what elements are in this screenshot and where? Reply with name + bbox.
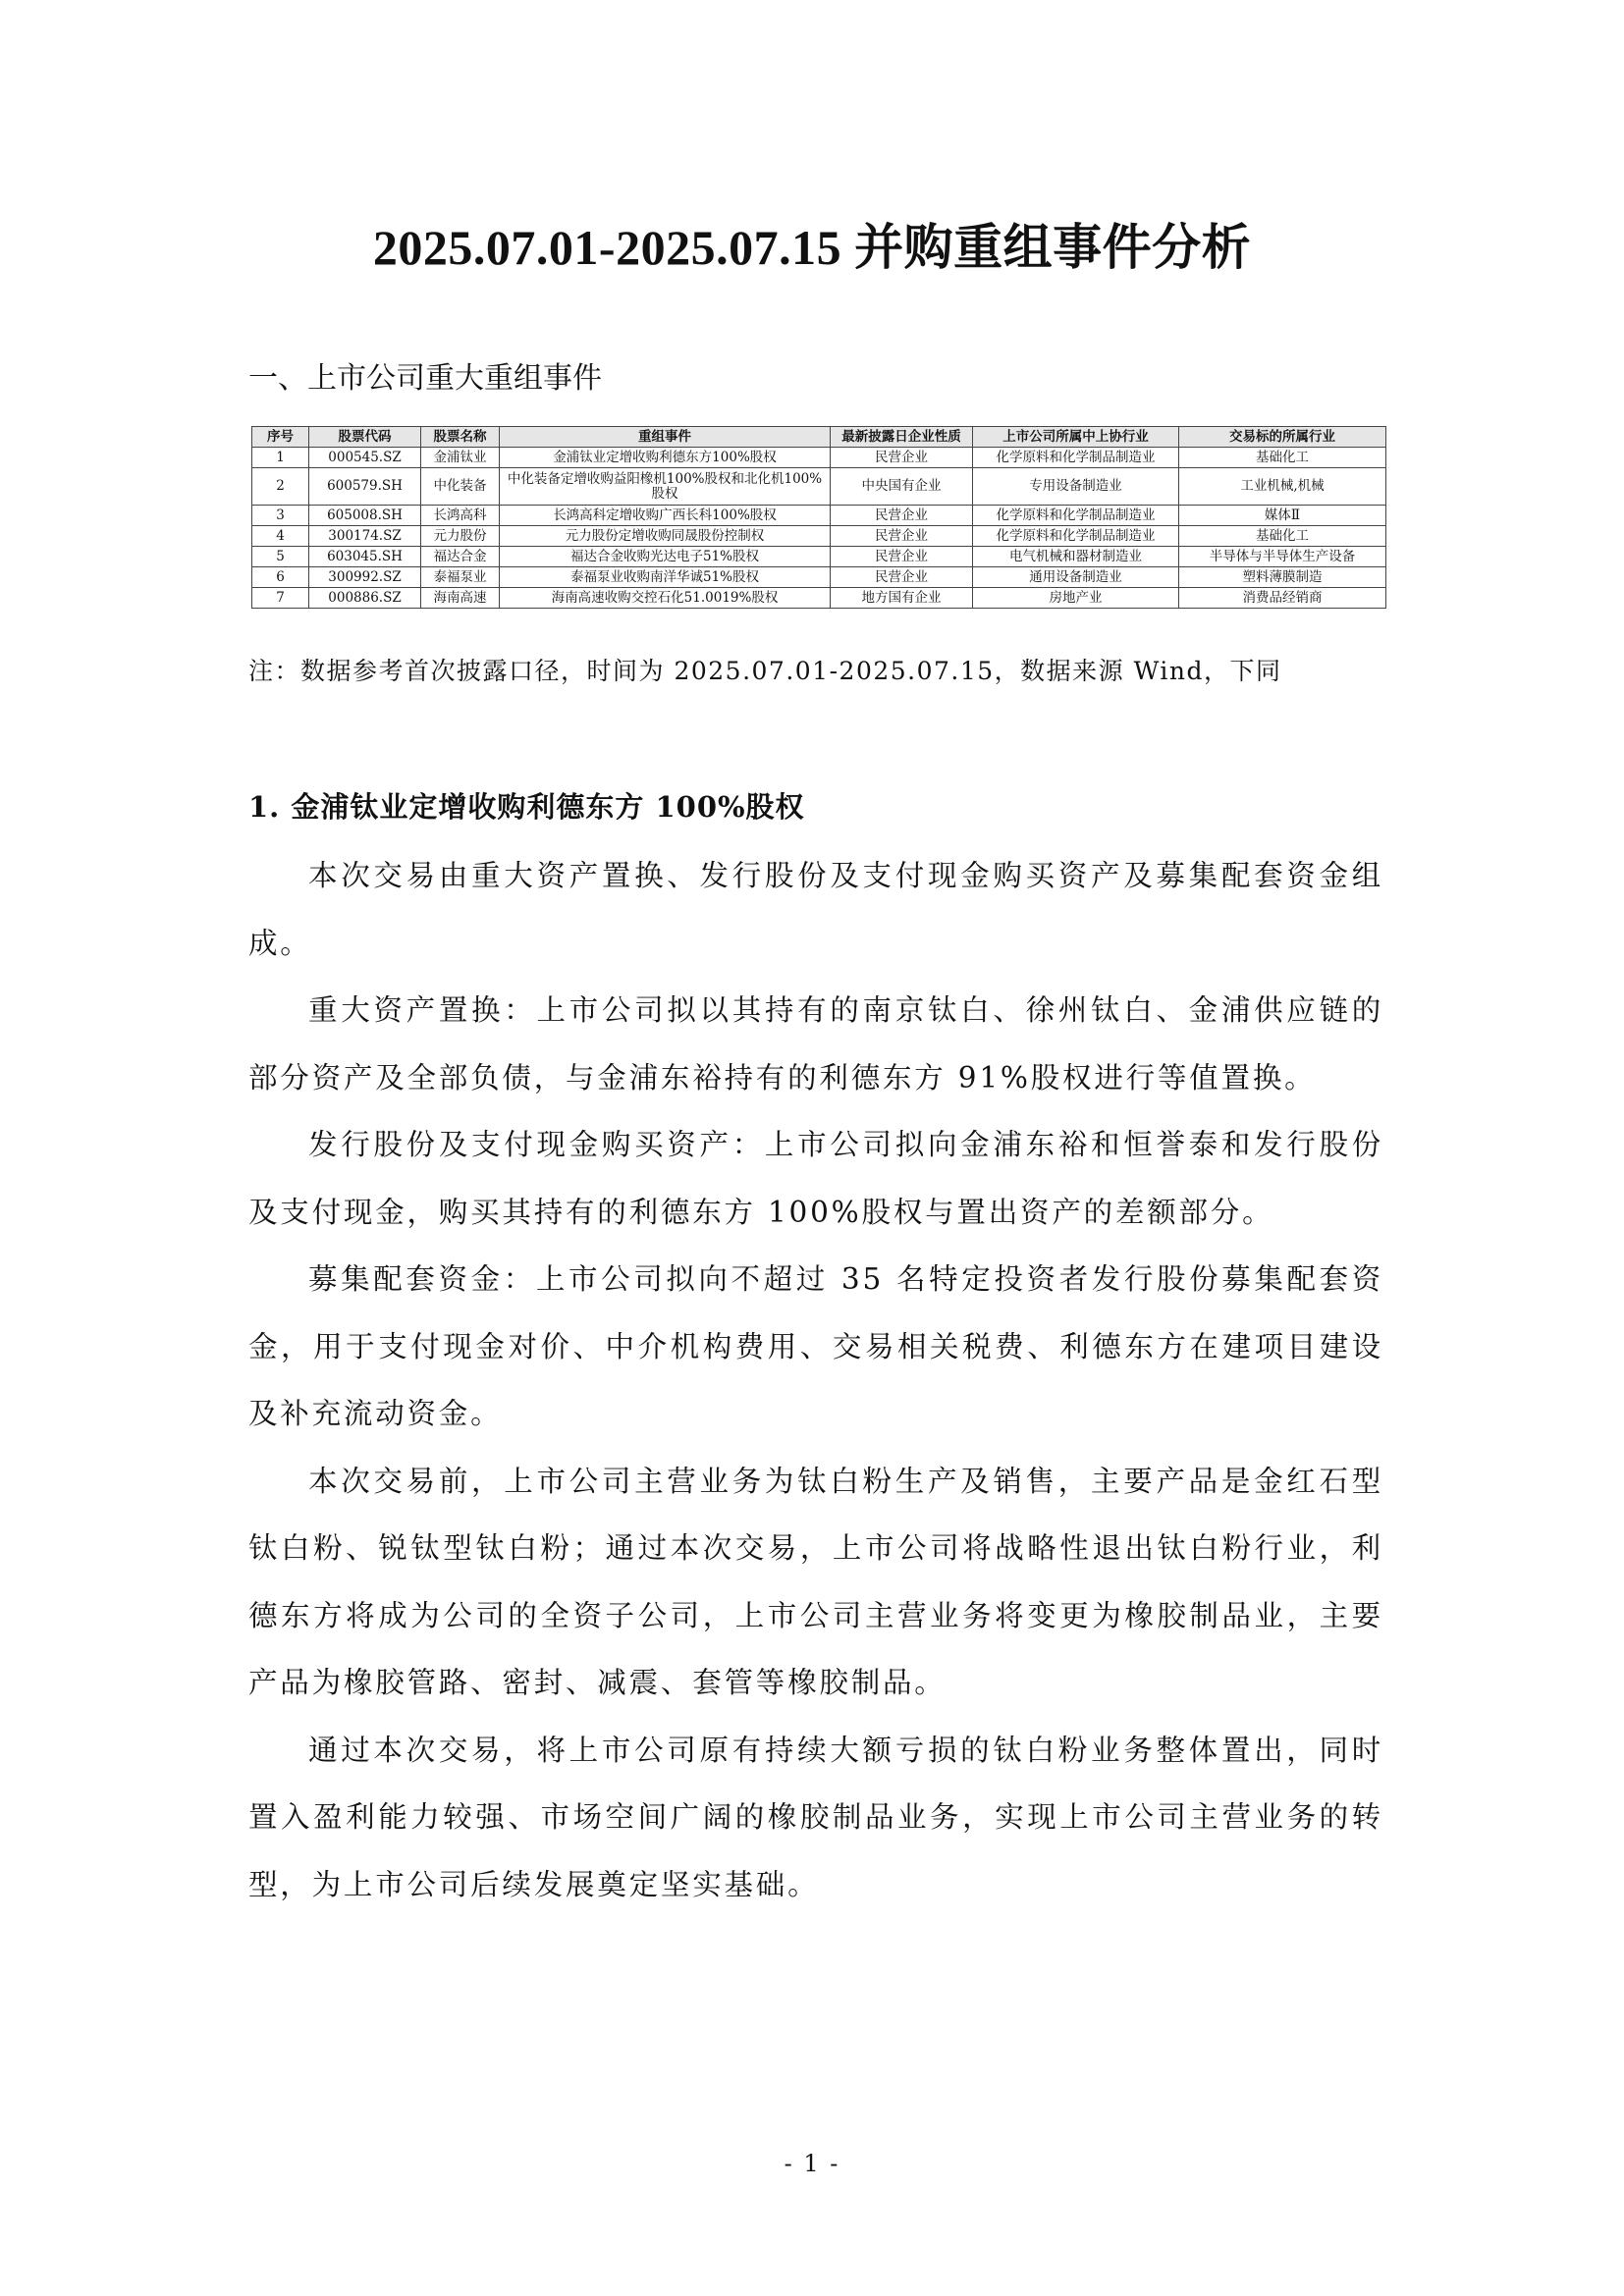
table-row [252,567,1386,588]
document-title: 2025.07.01-2025.07.15 并购重组事件分析 [372,220,1252,275]
table-cell: 工业机械,机械 [1179,468,1386,506]
table-cell: 元力股份 [421,526,500,547]
table-cell: 金浦钛业 [421,448,500,468]
paragraph: 通过本次交易，将上市公司原有持续大额亏损的钛白粉业务整体置出，同时置入盈利能力较强、市场空间广阔的橡胶制品业务，实现上市公司主营业务的转型，为上市公司后续发展奠定坚实基础。 [248,1733,1383,1901]
table-row [252,588,1386,609]
table-cell: 6 [252,567,309,588]
table-cell: 600579.SH [309,468,421,506]
header-cell: 上市公司所属中上协行业 [973,427,1179,448]
page-number: - 1 - [784,2150,840,2177]
table-cell: 消费品经销商 [1179,588,1386,609]
table-cell: 基础化工 [1179,526,1386,547]
header-cell: 重组事件 [500,427,831,448]
paragraph: 重大资产置换：上市公司拟以其持有的南京钛白、徐州钛白、金浦供应链的部分资产及全部负债，与金浦东裕持有的利德东方 91%股权进行等值置换。 [248,993,1383,1095]
table-cell: 海南高速收购交控石化51.0019%股权 [500,588,831,609]
table-cell: 民营企业 [831,506,973,526]
table-cell: 000886.SZ [309,588,421,609]
table-row [252,448,1386,468]
table-cell: 泰福泵业收购南洋华诚51%股权 [500,567,831,588]
table-row [252,506,1386,526]
header-cell: 股票代码 [309,427,421,448]
table-cell: 地方国有企业 [831,588,973,609]
table-cell: 泰福泵业 [421,567,500,588]
table-cell: 民营企业 [831,547,973,567]
paragraph: 本次交易由重大资产置换、发行股份及支付现金购买资产及募集配套资金组成。 [248,859,1383,960]
table-cell: 海南高速 [421,588,500,609]
table-cell: 4 [252,526,309,547]
table-cell: 电气机械和器材制造业 [973,547,1179,567]
table-cell: 长鸿高科定增收购广西长科100%股权 [500,506,831,526]
table-cell: 化学原料和化学制品制造业 [973,506,1179,526]
paragraph: 募集配套资金：上市公司拟向不超过 35 名特定投资者发行股份募集配套资金，用于支付现金对价、中介机构费用、交易相关税费、利德东方在建项目建设及补充流动资金。 [248,1262,1383,1430]
table-cell: 民营企业 [831,526,973,547]
table-cell: 长鸿高科 [421,506,500,526]
table-cell: 福达合金 [421,547,500,567]
table-cell: 半导体与半导体生产设备 [1179,547,1386,567]
table-cell: 603045.SH [309,547,421,567]
table-row [252,547,1386,567]
table-cell: 媒体Ⅱ [1179,506,1386,526]
body-text [248,842,1383,1918]
table-cell: 金浦钛业定增收购利德东方100%股权 [500,448,831,468]
header-cell: 最新披露日企业性质 [831,427,973,448]
table-cell: 2 [252,468,309,506]
table-cell: 中央国有企业 [831,468,973,506]
subsection-heading: 1. 金浦钛业定增收购利德东方 100%股权 [248,790,805,824]
table-cell: 中化装备定增收购益阳橡机100%股权和北化机100%股权 [500,468,831,506]
table-cell: 1 [252,448,309,468]
table-cell: 300174.SZ [309,526,421,547]
table-cell: 化学原料和化学制品制造业 [973,526,1179,547]
table-cell: 民营企业 [831,567,973,588]
paragraph: 发行股份及支付现金购买资产：上市公司拟向金浦东裕和恒誉泰和发行股份及支付现金，购买其持有的利德东方 100%股权与置出资产的差额部分。 [248,1128,1383,1229]
table-cell: 房地产业 [973,588,1179,609]
paragraph: 本次交易前，上市公司主营业务为钛白粉生产及销售，主要产品是金红石型钛白粉、锐钛型钛白粉；通过本次交易，上市公司将战略性退出钛白粉行业，利德东方将成为公司的全资子公司，上市公司主营业务将变更为橡胶制品业，主要产品为橡胶管路、密封、减震、套管等橡胶制品。 [248,1464,1383,1699]
table-cell: 中化装备 [421,468,500,506]
table-row [252,526,1386,547]
header-cell: 交易标的所属行业 [1179,427,1386,448]
table-cell: 5 [252,547,309,567]
table-cell: 基础化工 [1179,448,1386,468]
section-heading: 一、上市公司重大重组事件 [248,361,602,396]
table-row [252,468,1386,506]
table-cell: 元力股份定增收购同晟股份控制权 [500,526,831,547]
table-header-row [252,427,1386,448]
table-cell: 300992.SZ [309,567,421,588]
table-cell: 专用设备制造业 [973,468,1179,506]
header-cell: 股票名称 [421,427,500,448]
table-cell: 塑料薄膜制造 [1179,567,1386,588]
table-cell: 通用设备制造业 [973,567,1179,588]
table-cell: 3 [252,506,309,526]
table-cell: 7 [252,588,309,609]
restructuring-events-table [251,426,1386,609]
table-cell: 福达合金收购光达电子51%股权 [500,547,831,567]
table-cell: 化学原料和化学制品制造业 [973,448,1179,468]
table-cell: 民营企业 [831,448,973,468]
table-cell: 605008.SH [309,506,421,526]
header-cell: 序号 [252,427,309,448]
table-cell: 000545.SZ [309,448,421,468]
table-note: 注：数据参考首次披露口径，时间为 2025.07.01-2025.07.15，数据来源 Wind，下同 [248,657,1282,685]
